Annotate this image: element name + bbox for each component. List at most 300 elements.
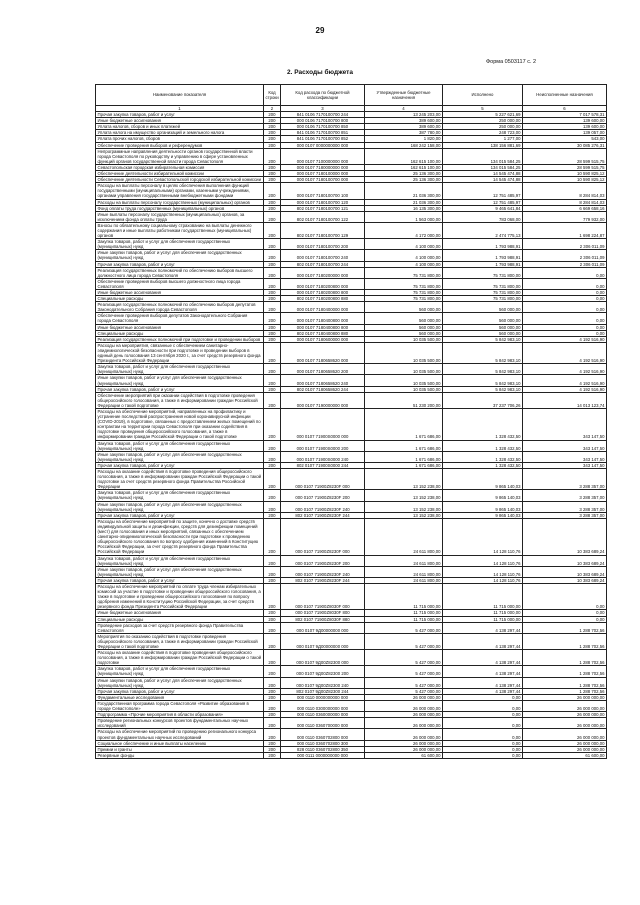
row-remaining: 139 057,00 (523, 130, 607, 136)
table-row (96, 250, 607, 261)
row-executed: 0,00 (443, 740, 523, 746)
row-budget-code: 000 0107 9Д00000000 000 (281, 633, 365, 649)
row-line-code: 200 (264, 666, 281, 677)
row-budget-code: 000 0107 7190000000 000 (281, 392, 365, 408)
row-remaining: 1 288 702,56 (523, 688, 607, 694)
row-name: Уплата прочих налогов, сборов (96, 136, 264, 142)
row-budget-code: 802 0107 71900Z8230F 244 (281, 512, 365, 518)
row-approved: 10 035 500,00 (365, 386, 443, 392)
row-budget-code: 000 0107 71900Z8230F 240 (281, 566, 365, 577)
row-name: Специальные расходы (96, 330, 264, 336)
row-budget-code: 000 0110 0360702800 300 (281, 740, 365, 746)
row-approved: 61 600,00 (365, 752, 443, 758)
row-remaining: 26 000 000,00 (523, 694, 607, 700)
header-budget-code: Код расхода по бюджетной классификации (281, 85, 365, 106)
table-row (96, 239, 607, 250)
row-line-code: 200 (264, 469, 281, 490)
row-name: Иные бюджетные ассигнования (96, 118, 264, 124)
row-remaining: 14 013 123,74 (523, 392, 607, 408)
row-executed: 5 842 983,10 (443, 386, 523, 392)
row-executed: 1 793 988,91 (443, 261, 523, 267)
row-executed: 0,00 (443, 700, 523, 711)
row-budget-code: 000 0107 7180100700 240 (281, 250, 365, 261)
row-remaining: 0,00 (523, 290, 607, 296)
row-approved: 162 615 100,00 (365, 148, 443, 164)
table-row (96, 440, 607, 451)
row-executed: 11 715 000,00 (443, 610, 523, 616)
row-executed: 0,00 (443, 746, 523, 752)
row-executed: 250 000,00 (443, 124, 523, 130)
row-remaining: 26 000 000,00 (523, 746, 607, 752)
table-row (96, 451, 607, 462)
row-executed: 5 227 621,69 (443, 112, 523, 118)
row-budget-code: 000 0110 0360000000 000 (281, 712, 365, 718)
row-name: Социальное обеспечение и иные выплаты населению (96, 740, 264, 746)
column-number: 2 (264, 106, 281, 112)
row-line-code: 200 (264, 718, 281, 729)
table-row (96, 392, 607, 408)
row-approved: 1 671 686,00 (365, 462, 443, 468)
row-approved: 11 715 000,00 (365, 583, 443, 609)
row-remaining: 30 085 276,31 (523, 142, 607, 148)
row-budget-code: 000 0107 71900S0000 000 (281, 408, 365, 440)
row-name: Иные закупки товаров, работ и услуг для обеспечения государственных (муниципальных) нужд (96, 451, 264, 462)
row-line-code: 200 (264, 296, 281, 302)
row-line-code: 200 (264, 650, 281, 666)
row-approved: 168 242 158,00 (365, 142, 443, 148)
row-approved: 21 036 300,00 (365, 183, 443, 199)
row-line-code: 200 (264, 342, 281, 363)
row-remaining: 2 306 011,09 (523, 250, 607, 261)
row-approved: 75 731 800,00 (365, 290, 443, 296)
row-remaining: 6 669 658,16 (523, 205, 607, 211)
row-line-code: 200 (264, 392, 281, 408)
row-remaining: 7 017 578,31 (523, 112, 607, 118)
row-approved: 1 563 000,00 (365, 211, 443, 222)
row-remaining: 0,00 (523, 313, 607, 324)
row-line-code: 200 (264, 729, 281, 740)
row-name: Закупка товаров, работ и услуг для обеспечения государственных (муниципальных) нужд (96, 666, 264, 677)
row-approved: 5 427 000,00 (365, 688, 443, 694)
table-row (96, 622, 607, 633)
table-row (96, 267, 607, 278)
row-remaining: 1 288 702,56 (523, 677, 607, 688)
row-line-code: 200 (264, 171, 281, 177)
row-budget-code: 000 0107 7180658620 200 (281, 364, 365, 375)
row-budget-code: 802 0107 7180100700 244 (281, 261, 365, 267)
row-approved: 13 245 203,00 (365, 112, 443, 118)
row-remaining: 3 288 357,00 (523, 512, 607, 518)
row-approved: 13 152 238,00 (365, 490, 443, 501)
row-line-code: 200 (264, 694, 281, 700)
row-remaining: 10 590 825,12 (523, 171, 607, 177)
row-executed: 560 000,00 (443, 324, 523, 330)
row-budget-code: 000 0107 9Д00Z82300 000 (281, 650, 365, 666)
row-executed: 9 465 641,84 (443, 205, 523, 211)
row-executed: 1 793 988,91 (443, 239, 523, 250)
row-executed: 9 865 140,03 (443, 490, 523, 501)
row-name: Закупка товаров, работ и услуг для обеспечения государственных (муниципальных) нужд (96, 490, 264, 501)
row-remaining: 8 284 814,03 (523, 183, 607, 199)
row-executed: 14 128 110,76 (443, 566, 523, 577)
row-approved: 26 000 000,00 (365, 729, 443, 740)
row-executed: 5 842 983,10 (443, 336, 523, 342)
row-budget-code: 841 0106 7170100700 244 (281, 112, 365, 118)
row-remaining: 4 192 516,90 (523, 364, 607, 375)
section-title: 2. Расходы бюджета (287, 69, 353, 76)
row-budget-code: 802 0107 9Д00Z82300 244 (281, 688, 365, 694)
row-line-code: 200 (264, 555, 281, 566)
row-remaining: 2 306 011,09 (523, 239, 607, 250)
header-name: Наименование показателя (96, 85, 264, 106)
column-number: 6 (523, 106, 607, 112)
row-name: Прочая закупка товаров, работ и услуг (96, 512, 264, 518)
row-remaining: 343 147,50 (523, 440, 607, 451)
row-approved: 51 230 200,00 (365, 392, 443, 408)
header-executed: Исполнено (443, 85, 523, 106)
row-remaining: 26 000 000,00 (523, 718, 607, 729)
row-budget-code: 000 0107 7180200800 000 (281, 278, 365, 289)
row-budget-code: 000 0111 0000000000 000 (281, 752, 365, 758)
row-line-code: 200 (264, 302, 281, 313)
row-remaining: 10 383 689,24 (523, 555, 607, 566)
row-budget-code: 000 0110 0000000000 000 (281, 694, 365, 700)
row-approved: 1 820,00 (365, 136, 443, 142)
row-approved: 1 671 686,00 (365, 440, 443, 451)
row-approved: 387 780,00 (365, 130, 443, 136)
row-executed: 5 842 983,10 (443, 364, 523, 375)
row-budget-code: 000 0107 71900S0000 240 (281, 451, 365, 462)
row-executed: 0,00 (443, 694, 523, 700)
header-line-code: Код строки (264, 85, 281, 106)
row-executed: 14 128 110,76 (443, 518, 523, 555)
row-remaining: 0,00 (523, 330, 607, 336)
row-budget-code: 000 0107 7180200000 000 (281, 267, 365, 278)
row-executed: 14 128 110,76 (443, 555, 523, 566)
row-budget-code: 802 0107 7180100700 121 (281, 205, 365, 211)
row-executed: 1 277,00 (443, 136, 523, 142)
row-line-code: 200 (264, 566, 281, 577)
row-line-code: 200 (264, 408, 281, 440)
row-executed: 9 865 140,03 (443, 501, 523, 512)
column-number: 5 (443, 106, 523, 112)
row-name: Иные бюджетные ассигнования (96, 324, 264, 330)
row-approved: 24 611 800,00 (365, 555, 443, 566)
row-budget-code: 000 0107 9Д00000000 000 (281, 622, 365, 633)
row-name: Резервные фонды (96, 752, 264, 758)
row-line-code: 200 (264, 364, 281, 375)
row-name: Прочая закупка товаров, работ и услуг (96, 386, 264, 392)
row-remaining: 779 932,00 (523, 211, 607, 222)
row-budget-code: 802 0107 71900Z8030F 880 (281, 616, 365, 622)
row-remaining: 1 288 702,56 (523, 666, 607, 677)
row-name: Обеспечение деятельности Севастопольской городской избирательной комиссии (96, 177, 264, 183)
row-line-code: 200 (264, 440, 281, 451)
row-line-code: 200 (264, 518, 281, 555)
row-executed: 4 138 297,44 (443, 677, 523, 688)
row-line-code: 200 (264, 740, 281, 746)
row-executed: 1 328 432,50 (443, 440, 523, 451)
row-line-code: 200 (264, 490, 281, 501)
row-approved: 5 427 000,00 (365, 666, 443, 677)
row-line-code: 200 (264, 501, 281, 512)
row-approved: 13 152 238,00 (365, 501, 443, 512)
row-executed: 9 865 140,03 (443, 512, 523, 518)
table-row (96, 375, 607, 386)
row-remaining: 1 288 702,56 (523, 650, 607, 666)
row-name: Специальные расходы (96, 616, 264, 622)
row-name: Расходы на выплаты персоналу в целях обеспечения выполнения функций государственными (муниципальными) органами, казенными учреждениями, органами управления государственными внебюджетными фондами (96, 183, 264, 199)
table-row (96, 342, 607, 363)
row-name: Закупка товаров, работ и услуг для обеспечения государственных (муниципальных) нужд (96, 364, 264, 375)
table-row (96, 583, 607, 609)
row-executed: 11 715 000,00 (443, 583, 523, 609)
row-remaining: 26 000 000,00 (523, 712, 607, 718)
row-remaining: 2 306 011,09 (523, 261, 607, 267)
row-remaining: 28 599 515,75 (523, 164, 607, 170)
row-remaining: 0,00 (523, 616, 607, 622)
row-executed: 4 138 297,44 (443, 650, 523, 666)
row-approved: 26 000 000,00 (365, 712, 443, 718)
row-executed: 560 000,00 (443, 313, 523, 324)
row-line-code: 200 (264, 278, 281, 289)
row-executed: 5 842 983,10 (443, 342, 523, 363)
row-name: Прочая закупка товаров, работ и услуг (96, 462, 264, 468)
row-executed: 75 731 800,00 (443, 278, 523, 289)
row-approved: 560 000,00 (365, 330, 443, 336)
table-row (96, 718, 607, 729)
row-executed: 0,00 (443, 752, 523, 758)
row-executed: 14 128 110,76 (443, 577, 523, 583)
row-approved: 25 136 300,00 (365, 171, 443, 177)
row-remaining: 4 192 516,90 (523, 386, 607, 392)
row-executed: 12 751 485,97 (443, 199, 523, 205)
row-budget-code: 000 0107 7180400800 000 (281, 313, 365, 324)
row-approved: 560 000,00 (365, 324, 443, 330)
table-row (96, 148, 607, 164)
row-name: Специальные расходы (96, 296, 264, 302)
table-row (96, 650, 607, 666)
table-row (96, 211, 607, 222)
table-row (96, 555, 607, 566)
row-approved: 5 427 000,00 (365, 622, 443, 633)
row-name: Обеспечение проведения выборов высшего должностного лица города Севастополя (96, 278, 264, 289)
table-row (96, 408, 607, 440)
row-budget-code: 000 0107 7180658620 240 (281, 375, 365, 386)
table-row (96, 501, 607, 512)
row-name: Обеспечение мероприятий при оказании содействия в подготовке проведения общероссийского голосования, а также в информировании граждан Российской Федерации о такой подготовке (96, 392, 264, 408)
table-row (96, 469, 607, 490)
row-budget-code: 000 0107 9Д00Z82300 200 (281, 666, 365, 677)
row-executed: 248 723,00 (443, 130, 523, 136)
row-remaining: 139 600,00 (523, 124, 607, 130)
row-budget-code: 000 0106 7170100700 850 (281, 124, 365, 130)
row-name: Обеспечение деятельности избирательной комиссии (96, 171, 264, 177)
row-remaining: 4 192 516,90 (523, 336, 607, 342)
row-name: Уплата налога на имущество организаций и земельного налога (96, 130, 264, 136)
row-line-code: 200 (264, 124, 281, 130)
row-name: Иные закупки товаров, работ и услуг для обеспечения государственных (муниципальных) нужд (96, 566, 264, 577)
row-budget-code: 841 0106 7170100700 851 (281, 130, 365, 136)
row-approved: 10 035 500,00 (365, 336, 443, 342)
row-approved: 560 000,00 (365, 313, 443, 324)
row-name: Расходы на обеспечение мероприятий по защите, конечно о доставке средств индивидуальной защиты и дезинфекции, средств для дезинфекции помещений (мест) для голосования и иных мероприятий, связанных с обеспечением санитарно-эпидемиологической безопасности при подготовке к проведению общероссийского голосования по вопросу одобрения изменений в Конституцию Российской Федерации, за счет средств резервного фонда Правительства Российской Федерации (96, 518, 264, 555)
row-line-code: 200 (264, 330, 281, 336)
row-budget-code: 000 0107 7180100000 000 (281, 171, 365, 177)
row-remaining: 1 288 702,56 (523, 622, 607, 633)
row-line-code: 200 (264, 677, 281, 688)
row-remaining: 10 383 689,24 (523, 566, 607, 577)
row-executed: 75 731 800,00 (443, 296, 523, 302)
table-row (96, 666, 607, 677)
row-line-code: 200 (264, 610, 281, 616)
expenses-table (95, 84, 607, 759)
row-line-code: 200 (264, 148, 281, 164)
table-row (96, 566, 607, 577)
row-executed: 250 000,00 (443, 118, 523, 124)
row-line-code: 200 (264, 583, 281, 609)
row-budget-code: 802 0107 7180658620 244 (281, 386, 365, 392)
row-remaining: 4 192 516,90 (523, 375, 607, 386)
table-row (96, 313, 607, 324)
row-executed: 14 545 474,88 (443, 171, 523, 177)
row-name: Фонд оплаты труда государственных (муниципальных) органов (96, 205, 264, 211)
row-name: Уплата налогов, сборов и иных платежей (96, 124, 264, 130)
row-budget-code: 802 0107 7180100700 122 (281, 211, 365, 222)
table-row (96, 302, 607, 313)
row-line-code: 200 (264, 688, 281, 694)
row-line-code: 200 (264, 199, 281, 205)
row-budget-code: 000 0107 71900Z8030F 800 (281, 610, 365, 616)
row-remaining: 4 192 516,90 (523, 342, 607, 363)
row-executed: 134 015 584,25 (443, 164, 523, 170)
row-budget-code: 000 0107 71900Z8230F 240 (281, 501, 365, 512)
row-name: Расходы на обеспечение мероприятий по оплате труда членам избирательных комиссий за участие в подготовке и проведении общероссийского голосования, а также в подготовке и проведении общероссийского голосования по вопросу одобрения изменений в Конституцию Российской Федерации, за счет средств резервного фонда Президента Российской Федерации (96, 583, 264, 609)
row-approved: 26 000 000,00 (365, 694, 443, 700)
row-approved: 24 611 800,00 (365, 518, 443, 555)
row-executed: 37 237 706,26 (443, 392, 523, 408)
row-remaining: 0,00 (523, 267, 607, 278)
row-approved: 75 731 800,00 (365, 267, 443, 278)
row-remaining: 10 590 825,12 (523, 177, 607, 183)
table-row (96, 490, 607, 501)
row-line-code: 200 (264, 211, 281, 222)
row-budget-code: 000 0110 0300000000 000 (281, 700, 365, 711)
row-approved: 560 000,00 (365, 302, 443, 313)
row-line-code: 200 (264, 205, 281, 211)
row-name: Подпрограмма «Прочие мероприятия в области образования» (96, 712, 264, 718)
row-name: Иные закупки товаров, работ и услуг для обеспечения государственных (муниципальных) нужд (96, 250, 264, 261)
row-budget-code: 000 0107 7180400000 000 (281, 302, 365, 313)
row-name: Фундаментальные исследования (96, 694, 264, 700)
row-remaining: 343 147,50 (523, 462, 607, 468)
table-row (96, 729, 607, 740)
row-approved: 11 715 000,00 (365, 616, 443, 622)
row-executed: 14 545 474,88 (443, 177, 523, 183)
row-name: Прочая закупка товаров, работ и услуг (96, 261, 264, 267)
row-approved: 24 611 800,00 (365, 577, 443, 583)
row-executed: 0,00 (443, 729, 523, 740)
row-line-code: 200 (264, 112, 281, 118)
row-remaining: 28 599 515,75 (523, 148, 607, 164)
row-budget-code: 000 0107 7180000000 000 (281, 164, 365, 170)
row-budget-code: 000 0107 7180100700 200 (281, 239, 365, 250)
row-name: Расходы на мероприятия, связанные с обеспечением санитарно-эпидемиологической безопасности при подготовке и проведении выборов в единый день голосования 13 сентября 2020 г., за счет средств резервного фонда Президента Российской Федерации (96, 342, 264, 363)
row-line-code: 200 (264, 177, 281, 183)
row-name: Прочая закупка товаров, работ и услуг (96, 577, 264, 583)
row-name: Непрограммные направления деятельности органов государственной власти города Севастополя по руководству и управлению в сфере установленных функций органов государственной власти города Севастополя (96, 148, 264, 164)
row-budget-code: 828 0110 0360702800 350 (281, 746, 365, 752)
row-executed: 0,00 (443, 718, 523, 729)
row-executed: 4 138 297,44 (443, 688, 523, 694)
row-line-code: 200 (264, 752, 281, 758)
row-executed: 9 865 140,03 (443, 469, 523, 490)
row-name: Прочая закупка товаров, работ и услуг (96, 112, 264, 118)
row-executed: 560 000,00 (443, 302, 523, 313)
row-line-code: 200 (264, 622, 281, 633)
table-body (96, 112, 607, 759)
row-remaining: 343 147,50 (523, 408, 607, 440)
row-approved: 4 100 000,00 (365, 239, 443, 250)
row-approved: 21 036 300,00 (365, 199, 443, 205)
row-name: Расходы на оказание содействия в подготовке проведения общероссийского голосования, а также в информировании граждан Российской Федерации о такой подготовке за счет средств резервного фонда Правительства Российской Федерации (96, 469, 264, 490)
row-budget-code: 000 0107 71900Z8030F 000 (281, 583, 365, 609)
row-line-code: 200 (264, 386, 281, 392)
row-approved: 5 427 000,00 (365, 633, 443, 649)
table-row (96, 222, 607, 238)
table-row (96, 752, 607, 758)
row-budget-code: 000 0107 71900S0000 200 (281, 440, 365, 451)
row-name: Прочая закупка товаров, работ и услуг (96, 688, 264, 694)
row-budget-code: 000 0107 71900Z8230F 000 (281, 469, 365, 490)
row-approved: 1 671 686,00 (365, 408, 443, 440)
header-row (96, 85, 607, 106)
row-executed: 1 328 432,50 (443, 462, 523, 468)
table-row (96, 518, 607, 555)
row-budget-code: 000 0107 71900Z8230F 200 (281, 490, 365, 501)
row-remaining: 0,00 (523, 278, 607, 289)
row-name: Проведение региональных конкурсов проектов фундаментальных научных исследований (96, 718, 264, 729)
row-budget-code: 802 0107 71900S0000 244 (281, 462, 365, 468)
row-line-code: 200 (264, 136, 281, 142)
row-budget-code: 000 0107 7180100700 000 (281, 177, 365, 183)
row-budget-code: 000 0107 9Д00Z82300 240 (281, 677, 365, 688)
row-name: Иные закупки товаров, работ и услуг для обеспечения государственных (муниципальных) нужд (96, 501, 264, 512)
row-line-code: 200 (264, 512, 281, 518)
row-executed: 12 751 485,97 (443, 183, 523, 199)
row-remaining: 8 284 814,03 (523, 199, 607, 205)
row-line-code: 200 (264, 142, 281, 148)
row-remaining: 0,00 (523, 302, 607, 313)
row-approved: 26 000 000,00 (365, 746, 443, 752)
row-name: Государственная программа города Севастополя «Развитие образования в городе Севастополе» (96, 700, 264, 711)
row-budget-code: 000 0106 7170100700 800 (281, 118, 365, 124)
row-approved: 16 135 300,00 (365, 205, 443, 211)
row-line-code: 200 (264, 700, 281, 711)
row-line-code: 200 (264, 250, 281, 261)
row-remaining: 1 698 224,87 (523, 222, 607, 238)
row-approved: 4 100 000,00 (365, 261, 443, 267)
row-line-code: 200 (264, 130, 281, 136)
row-executed: 783 068,00 (443, 211, 523, 222)
row-approved: 75 731 800,00 (365, 278, 443, 289)
row-approved: 4 100 000,00 (365, 250, 443, 261)
row-line-code: 200 (264, 222, 281, 238)
row-line-code: 200 (264, 375, 281, 386)
row-line-code: 200 (264, 290, 281, 296)
row-budget-code: 000 0107 7180600000 000 (281, 336, 365, 342)
row-executed: 4 138 297,44 (443, 633, 523, 649)
